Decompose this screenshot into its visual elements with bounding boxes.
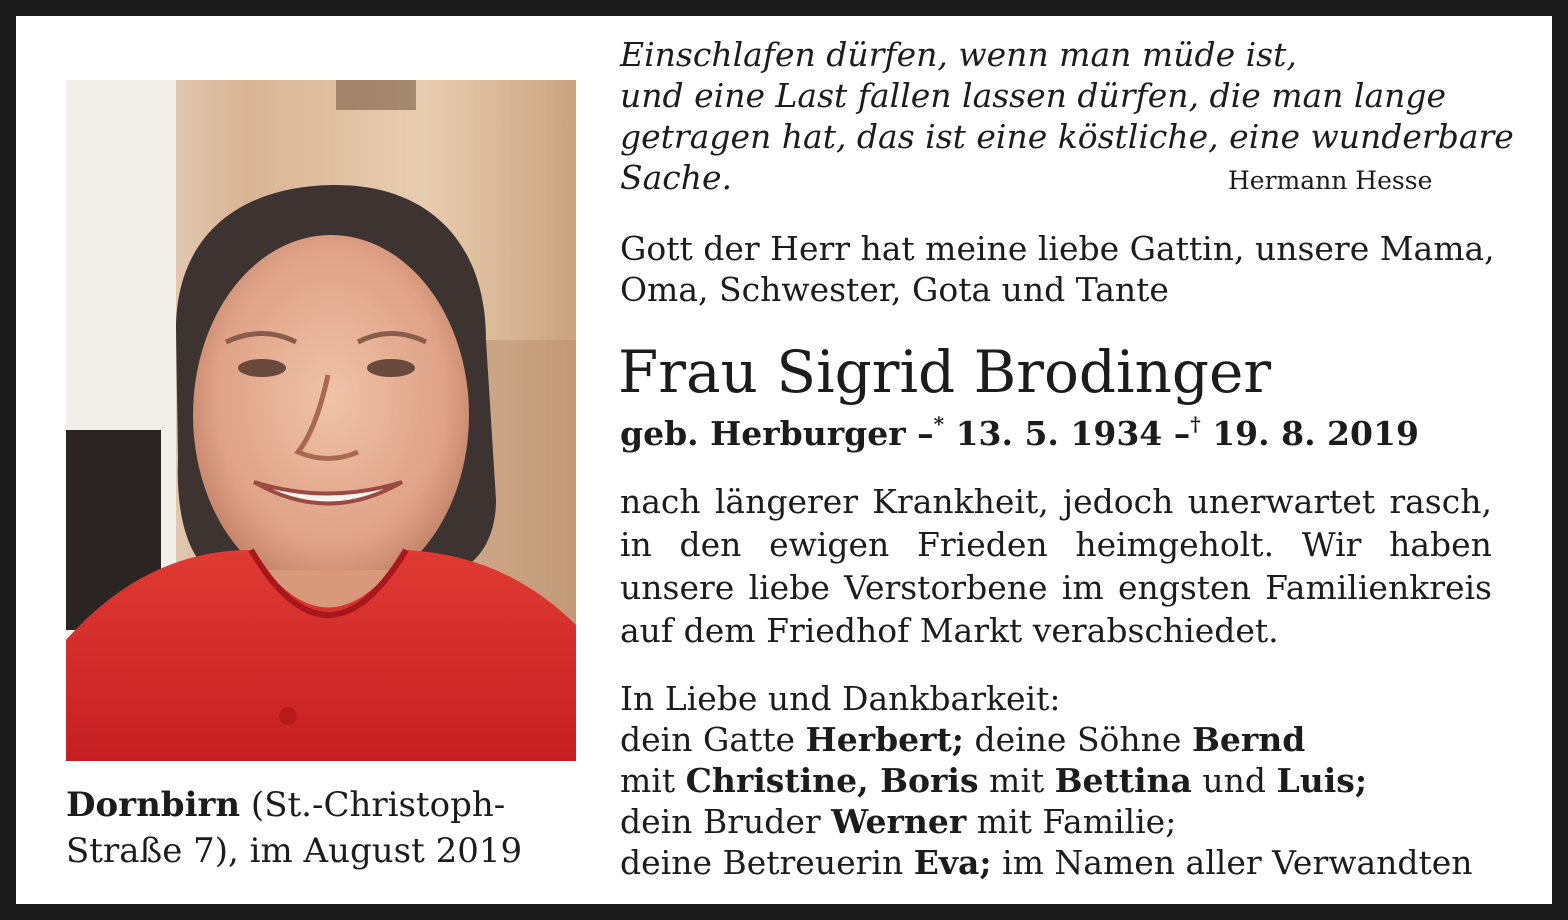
- family-member-name: Bernd: [1191, 720, 1306, 759]
- portrait-illustration: [66, 80, 576, 761]
- birth-date: 13. 5. 1934: [955, 414, 1163, 453]
- family-heading: In Liebe und Dankbarkeit:: [620, 679, 1061, 718]
- family-text: und: [1191, 761, 1277, 800]
- family-text: dein Bruder: [620, 802, 832, 841]
- family-line: [620, 842, 1520, 883]
- family-member-name: Christine, Boris: [685, 761, 979, 800]
- body-line: [620, 609, 1492, 652]
- life-dates: [620, 414, 1419, 453]
- location-address-part1: (St.-Christoph-: [240, 785, 506, 825]
- body-word: unsere: [620, 568, 735, 607]
- body-word: auf dem Friedhof Markt verabschiedet.: [620, 611, 1279, 650]
- family-text: mit: [978, 761, 1055, 800]
- quote-line: Sache.: [620, 158, 733, 197]
- family-line: [620, 760, 1520, 801]
- dash: –: [917, 414, 934, 453]
- location-place: Dornbirn: [66, 785, 241, 825]
- body-word: im: [1061, 568, 1104, 607]
- quote-author: Hermann Hesse: [1228, 166, 1433, 195]
- family-text: dein Gatte: [620, 720, 806, 759]
- family-text: deine Betreuerin: [620, 843, 914, 882]
- birth-symbol: *: [933, 412, 945, 436]
- family-text: mit Familie;: [966, 802, 1177, 841]
- family-member-name: Bettina: [1054, 761, 1192, 800]
- family-text: im Namen aller Verwandten: [991, 843, 1473, 882]
- body-word: in: [620, 525, 652, 564]
- body-line: [620, 566, 1492, 609]
- family-text: deine Söhne: [963, 720, 1192, 759]
- quote-line: getragen hat, das ist eine köstliche, eine wunderbare: [620, 117, 1514, 156]
- portrait-photo: [66, 80, 576, 761]
- body-word: haben: [1389, 525, 1492, 564]
- body-word: unerwartet: [1187, 482, 1376, 521]
- body-word: längerer: [714, 482, 859, 521]
- dash: –: [1173, 414, 1191, 453]
- body-word: rasch,: [1389, 482, 1492, 521]
- body-word: den: [679, 525, 742, 564]
- body-word: engsten: [1117, 568, 1251, 607]
- body-word: Verstorbene: [844, 568, 1048, 607]
- body-word: jedoch: [1062, 482, 1174, 521]
- quote-line: Einschlafen dürfen, wenn man müde ist,: [620, 35, 1297, 74]
- death-date: 19. 8. 2019: [1212, 414, 1419, 453]
- family-member-name: Herbert;: [805, 720, 964, 759]
- body-word: ewigen: [769, 525, 890, 564]
- body-word: heimgeholt.: [1075, 525, 1275, 564]
- family-member-name: Luis;: [1276, 761, 1368, 800]
- body-word: Familienkreis: [1265, 568, 1492, 607]
- family-line: [620, 801, 1520, 842]
- family-line: [620, 719, 1520, 760]
- intro-line: Gott der Herr hat meine liebe Gattin, unsere Mama,: [620, 229, 1495, 268]
- body-word: nach: [620, 482, 701, 521]
- family-member-name: Eva;: [913, 843, 992, 882]
- location-caption: [66, 782, 586, 874]
- intro-text: [620, 228, 1500, 310]
- body-word: liebe: [748, 568, 830, 607]
- family-member-name: Werner: [831, 802, 967, 841]
- body-word: Krankheit,: [872, 482, 1049, 521]
- announcement-body: [620, 480, 1492, 652]
- body-word: Wir: [1301, 525, 1362, 564]
- body-word: Frieden: [917, 525, 1048, 564]
- quote-line: und eine Last fallen lassen dürfen, die man lange: [620, 76, 1447, 115]
- deceased-name: Frau Sigrid Brodinger: [618, 338, 1272, 406]
- death-symbol: †: [1190, 412, 1201, 436]
- body-line: [620, 523, 1492, 566]
- body-line: [620, 480, 1492, 523]
- intro-line: Oma, Schwester, Gota und Tante: [620, 270, 1169, 309]
- birth-name: geb. Herburger: [620, 414, 906, 453]
- family-text: mit: [620, 761, 686, 800]
- location-address-part2: Straße 7), im August 2019: [66, 831, 523, 871]
- family-lines: [620, 719, 1520, 883]
- family-signatures: [620, 678, 1520, 883]
